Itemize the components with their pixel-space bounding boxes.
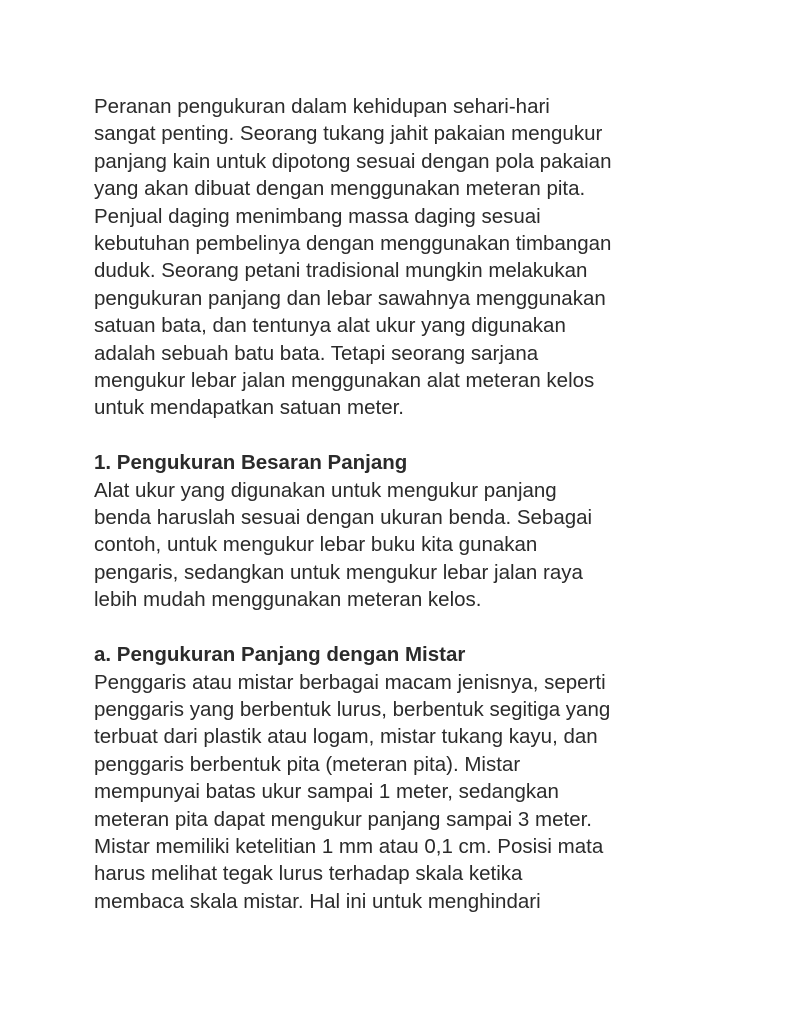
paragraph-line: pengaris, sedangkan untuk mengukur lebar jalan raya xyxy=(94,560,583,584)
paragraph-line: penggaris berbentuk pita (meteran pita). Mistar xyxy=(94,752,521,776)
paragraph-line: terbuat dari plastik atau logam, mistar tukang kayu, dan xyxy=(94,725,598,749)
paragraph-line: contoh, untuk mengukur lebar buku kita gunakan xyxy=(94,533,538,557)
paragraph-line: satuan bata, dan tentunya alat ukur yang digunakan xyxy=(94,314,566,338)
paragraph-line: Penjual daging menimbang massa daging sesuai xyxy=(94,204,541,228)
section-a xyxy=(94,641,734,915)
paragraph-line: Mistar memiliki ketelitian 1 mm atau 0,1 cm. Posisi mata xyxy=(94,834,604,858)
paragraph-line: Alat ukur yang digunakan untuk mengukur panjang xyxy=(94,478,557,502)
paragraph-line: lebih mudah menggunakan meteran kelos. xyxy=(94,588,482,612)
intro-paragraph xyxy=(94,93,734,422)
paragraph-line: penggaris yang berbentuk lurus, berbentuk segitiga yang xyxy=(94,697,611,721)
paragraph-line: adalah sebuah batu bata. Tetapi seorang sarjana xyxy=(94,341,539,365)
paragraph-spacer xyxy=(94,614,734,641)
paragraph-line: duduk. Seorang petani tradisional mungkin melakukan xyxy=(94,259,588,283)
paragraph-line: harus melihat tegak lurus terhadap skala ketika xyxy=(94,862,523,886)
paragraph-line: yang akan dibuat dengan menggunakan meteran pita. xyxy=(94,177,586,201)
paragraph-line: membaca skala mistar. Hal ini untuk menghindari xyxy=(94,889,541,913)
paragraph-line: Peranan pengukuran dalam kehidupan sehari-hari xyxy=(94,95,550,118)
paragraph-line: meteran pita dapat mengukur panjang sampai 3 meter. xyxy=(94,807,592,831)
paragraph-line: benda haruslah sesuai dengan ukuran benda. Sebagai xyxy=(94,506,593,530)
paragraph-line: pengukuran panjang dan lebar sawahnya menggunakan xyxy=(94,286,606,310)
paragraph-line: mengukur lebar jalan menggunakan alat meteran kelos xyxy=(94,369,595,393)
paragraph-line: kebutuhan pembelinya dengan menggunakan timbangan xyxy=(94,232,612,256)
section-1-heading: 1. Pengukuran Besaran Panjang xyxy=(94,451,408,475)
paragraph-line: panjang kain untuk dipotong sesuai dengan pola pakaian xyxy=(94,149,612,173)
section-a-heading: a. Pengukuran Panjang dengan Mistar xyxy=(94,643,466,667)
paragraph-line: sangat penting. Seorang tukang jahit pakaian mengukur xyxy=(94,122,603,146)
paragraph-spacer xyxy=(94,422,734,449)
paragraph-line: Penggaris atau mistar berbagai macam jenisnya, seperti xyxy=(94,670,606,694)
section-1 xyxy=(94,449,734,613)
document-page xyxy=(94,93,734,915)
paragraph-line: untuk mendapatkan satuan meter. xyxy=(94,396,404,420)
paragraph-line: mempunyai batas ukur sampai 1 meter, sedangkan xyxy=(94,780,559,804)
